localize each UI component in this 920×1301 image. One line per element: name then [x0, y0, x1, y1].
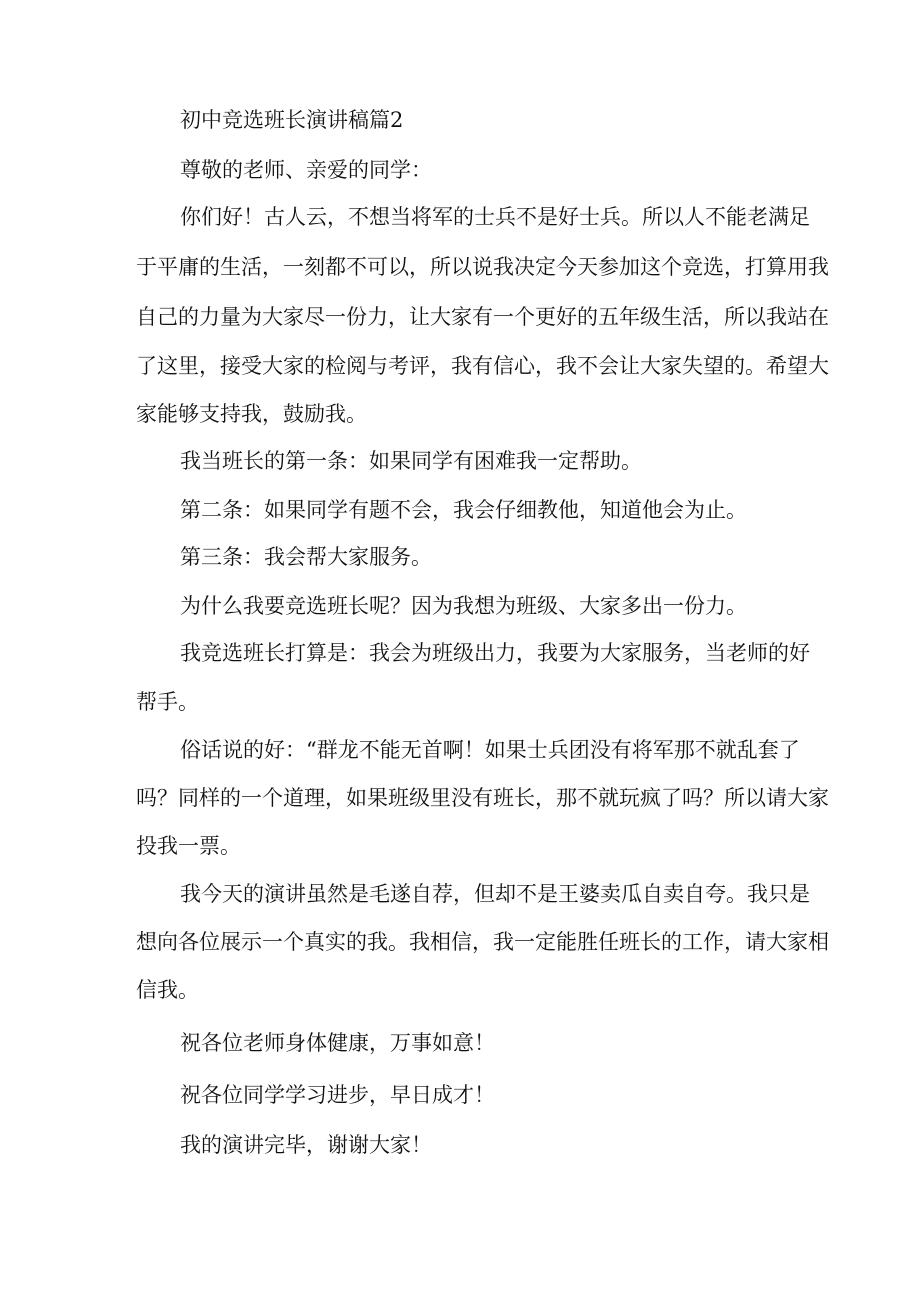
paragraph-3: 第二条：如果同学有题不会，我会仔细教他，知道他会为止。 — [180, 498, 747, 522]
paragraph-9: 祝各位老师身体健康，万事如意！ — [180, 1031, 495, 1055]
paragraph-1-line-3: 自己的力量为大家尽一份力，让大家有一个更好的五年级生活，所以我站在 — [136, 305, 829, 329]
paragraph-6-line-2: 帮手。 — [136, 690, 199, 714]
paragraph-7-line-1: 俗话说的好：“群龙不能无首啊！如果士兵团没有将军那不就乱套了 — [180, 738, 800, 762]
paragraph-8-line-2: 想向各位展示一个真实的我。我相信，我一定能胜任班长的工作，请大家相 — [136, 930, 829, 954]
paragraph-7-line-2: 吗？同样的一个道理，如果班级里没有班长，那不就玩疯了吗？所以请大家 — [136, 786, 829, 810]
paragraph-8-line-1: 我今天的演讲虽然是毛遂自荐，但却不是王婆卖瓜自卖自夸。我只是 — [180, 882, 810, 906]
paragraph-1-line-1: 你们好！古人云，不想当将军的士兵不是好士兵。所以人不能老满足 — [180, 205, 810, 229]
paragraph-5: 为什么我要竞选班长呢？因为我想为班级、大家多出一份力。 — [180, 594, 747, 618]
document-title: 初中竞选班长演讲稿篇2 — [180, 108, 404, 132]
paragraph-7-line-3: 投我一票。 — [136, 834, 241, 858]
paragraph-8-line-3: 信我。 — [136, 978, 199, 1002]
paragraph-1-line-2: 于平庸的生活，一刻都不可以，所以说我决定今天参加这个竞选，打算用我 — [136, 255, 829, 279]
paragraph-6-line-1: 我竞选班长打算是：我会为班级出力，我要为大家服务，当老师的好 — [180, 641, 810, 665]
salutation: 尊敬的老师、亲爱的同学： — [180, 158, 432, 182]
paragraph-10: 祝各位同学学习进步，早日成才！ — [180, 1083, 495, 1107]
paragraph-1-line-5: 家能够支持我，鼓励我。 — [136, 402, 367, 426]
paragraph-4: 第三条：我会帮大家服务。 — [180, 545, 432, 569]
paragraph-1-line-4: 了这里，接受大家的检阅与考评，我有信心，我不会让大家失望的。希望大 — [136, 354, 829, 378]
paragraph-2: 我当班长的第一条：如果同学有困难我一定帮助。 — [180, 449, 642, 473]
paragraph-11: 我的演讲完毕，谢谢大家！ — [180, 1133, 432, 1157]
